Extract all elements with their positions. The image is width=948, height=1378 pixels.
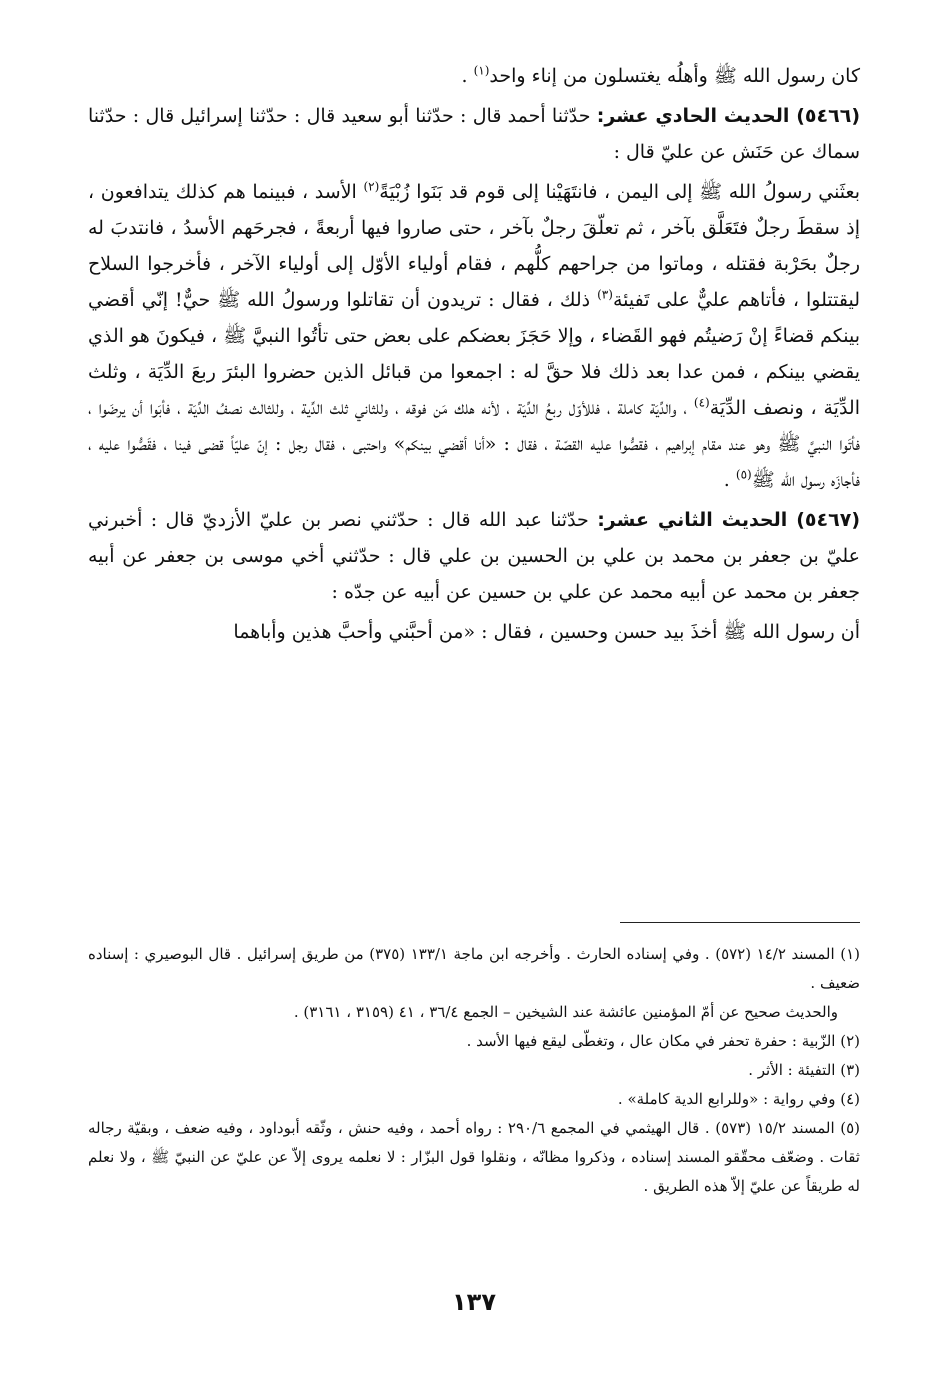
hadith-12-heading: (٥٤٦٧) الحديث الثاني عشر: xyxy=(597,509,860,531)
footnote-1-continuation: والحديث صحيح عن أمّ المؤمنين عائشة عند الشيخين – الجمع ٣٦/٤ ، ٤١ (٣١٥٩ ، ٣١٦١) . xyxy=(293,1003,838,1021)
main-text xyxy=(88,58,860,650)
paragraph-opening xyxy=(88,58,860,94)
footnote-ref-5: (٥) xyxy=(735,467,752,482)
opening-end: . xyxy=(461,65,474,87)
hadith-11-text-1: بعثَني رسولُ الله ﷺ إلى اليمن ، فانتَهَيْنا إلى قوم قد بَنَوا زُبْيَةً xyxy=(379,181,860,203)
footnote-divider xyxy=(620,922,860,923)
opening-text: كان رسول الله ﷺ وأهلُه يغتسلون من إناء واحد xyxy=(489,65,860,87)
footnote-5: (٥) المسند ١٥/٢ (٥٧٣) . قال الهيثمي في المجمع ٢٩٠/٦ : رواه أحمد ، وفيه حنش ، وثّقه أبوداود ، وفيه ضعف ، وبقيّة رجاله ثقات . وضعّف محقّقو المسند إسناده ، وذكروا مظانّه ، ونقلوا قول البزّار : لا نعلمه يروى إلاّ عن عليّ عن النبيّ ﷺ ، ولا نعلم له طريقاً عن عليّ إلاّ هذه الطريق . xyxy=(88,1119,861,1195)
hadith-12-isnad xyxy=(88,502,860,610)
footnote-ref-3: (٣) xyxy=(597,287,613,302)
footnote-ref-4: (٤) xyxy=(693,395,710,410)
footnote-3: (٣) التفيئة : الأثر . xyxy=(748,1061,860,1079)
hadith-12-body xyxy=(88,614,860,650)
hadith-11-text-2: الأسد ، فبينما هم كذلك يتدافعون ، إذ سقطَ رجلٌ فتَعَلَّق بآخر ، ثم تعلّقَ رجلٌ بآخر ، حتى صاروا فيها أربعةً ، فجرحَهم الأسدُ ، فانتدبَ له رجلٌ بحَرْبة فقتله ، وماتوا من جراحهم كلُّهم ، فقام أولياء الأوّل إلى أولياء الآخر ، فأخرجوا السلاح ليقتتلوا ، فأتاهم عليٌّ على تَفيئة xyxy=(88,181,860,311)
hadith-12-isnad-text: حدّثنا عبد الله قال : حدّثني نصر بن عليّ الأزديّ قال : أخبرني عليّ بن جعفر بن محمد بن علي بن الحسين بن علي قال : حدّثني أخي موسى بن جعفر عن أبيه جعفر بن محمد عن أبيه محمد عن علي بن حسين عن أبيه عن جدّه : xyxy=(88,509,860,603)
footnote-2: (٢) الزّبية : حفرة تحفر في مكان عال ، وتغطّى ليقع فيها الأسد . xyxy=(466,1032,860,1050)
hadith-11-text-end: . xyxy=(723,469,736,491)
footnote-ref-1: (١) xyxy=(473,63,490,78)
hadith-12-text-1: أن رسول الله ﷺ أخذَ بيد حسن وحسين ، فقال : «من أحبَّني وأحبَّ هذين وأباهما xyxy=(233,621,860,643)
hadith-11-heading: (٥٤٦٦) الحديث الحادي عشر: xyxy=(596,105,860,127)
page-number: ١٣٧ xyxy=(452,1288,496,1316)
footnotes xyxy=(88,940,860,1201)
footnote-4: (٤) وفي رواية : «وللرابع الدية كاملة» . xyxy=(617,1090,860,1108)
hadith-11-isnad-text: حدّثنا أحمد قال : حدّثنا أبو سعيد قال : حدّثنا إسرائيل قال : حدّثنا سماك عن حَنَش عن عليّ قال : xyxy=(88,105,860,163)
hadith-11-text-4: ، والدِّيَة كاملة ، فللأوّل ربعُ الدِّيَة ، لأنه هلك مَن فوقه ، وللثاني ثلث الدِّية ، وللثالث نصفُ الدِّيَة ، فأبَوا أن يرضَوا ، فأتَوا النبيَّ ﷺ وهو عند مقام إبراهيم ، فقصُّوا عليه القصّة ، فقال : «أنا أقضي بينكم» واحتبى ، فقال رجل : إنّ عليّاً قضى فينا ، فقَصُّوا عليه ، فأجازَه رسول الله ﷺ xyxy=(88,397,860,491)
footnote-1: (١) المسند ١٤/٢ (٥٧٢) . وفي إسناده الحارث . وأخرجه ابن ماجة ١٣٣/١ (٣٧٥) من طريق إسرائيل . قال البوصيري : إسناده ضعيف . xyxy=(88,945,860,992)
hadith-11-isnad xyxy=(88,98,860,170)
footnote-ref-2: (٢) xyxy=(363,179,380,194)
hadith-11-text-3: ذلك ، فقال : تريدون أن تقاتلوا ورسولُ الله ﷺ حيٌّ! إنّي أقضي بينكم قضاءً إنْ رَضيتُم فهو القَضاء ، وإلا حَجَزَ بعضكم على بعض حتى تأتُوا النبيَّ ﷺ ، فيكونَ هو الذي يقضي بينكم ، فمن عدا بعد ذلك فلا حقَّ له : اجمعوا من قبائل الذين حضروا البئرَ ربعَ الدِّيَة ، وثلث الدِّيَة ، ونصف الدِّيَة xyxy=(88,289,861,419)
hadith-11-body xyxy=(88,174,860,498)
